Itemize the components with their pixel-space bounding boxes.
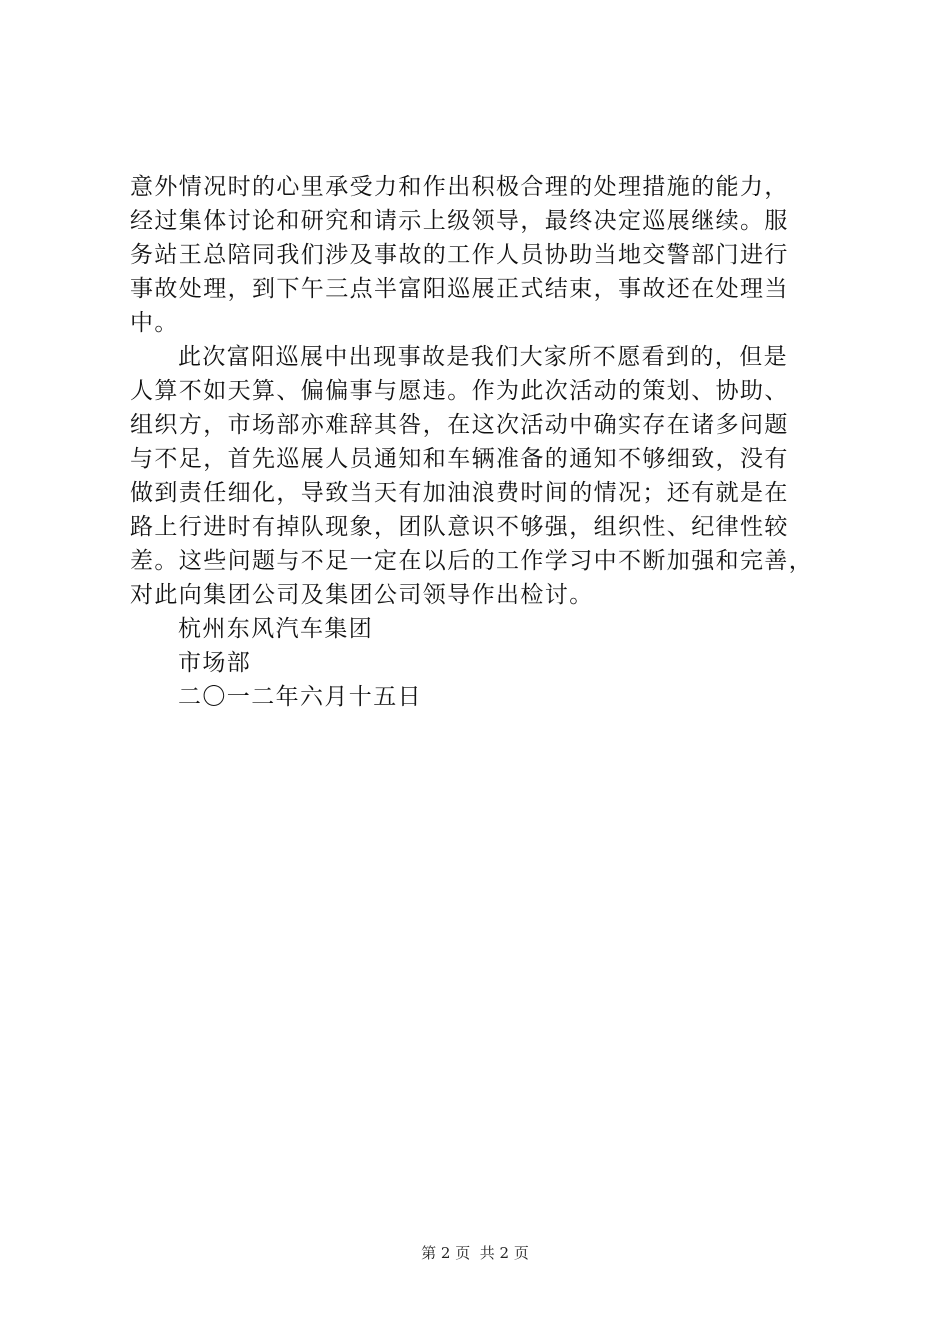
signature-date: 二〇一二年六月十五日 <box>178 684 422 710</box>
paragraph-line: 人算不如天算、偏偏事与愿违。作为此次活动的策划、协助、 <box>130 378 789 404</box>
signature-company: 杭州东风汽车集团 <box>178 616 374 642</box>
paragraph-line: 经过集体讨论和研究和请示上级领导，最终决定巡展继续。服 <box>130 208 789 234</box>
paragraph-line: 组织方，市场部亦难辞其咎，在这次活动中确实存在诸多问题 <box>130 412 789 438</box>
paragraph-line: 差。这些问题与不足一定在以后的工作学习中不断加强和完善， <box>130 548 814 574</box>
paragraph-line: 做到责任细化，导致当天有加油浪费时间的情况；还有就是在 <box>130 480 789 506</box>
paragraph-line: 事故处理，到下午三点半富阳巡展正式结束，事故还在处理当 <box>130 276 789 302</box>
signature-department: 市场部 <box>178 650 252 676</box>
paragraph-line: 此次富阳巡展中出现事故是我们大家所不愿看到的，但是 <box>178 344 788 370</box>
paragraph-line: 务站王总陪同我们涉及事故的工作人员协助当地交警部门进行 <box>130 242 789 268</box>
document-body <box>130 170 830 714</box>
paragraph-line: 意外情况时的心里承受力和作出积极合理的处理措施的能力， <box>130 174 789 200</box>
paragraph-line: 对此向集团公司及集团公司领导作出检讨。 <box>130 582 594 608</box>
page-footer <box>0 1243 950 1263</box>
paragraph-line: 与不足，首先巡展人员通知和车辆准备的通知不够细致，没有 <box>130 446 789 472</box>
page-number-label: 第 2 页 共 2 页 <box>421 1244 529 1262</box>
paragraph-line: 路上行进时有掉队现象，团队意识不够强，组织性、纪律性较 <box>130 514 789 540</box>
paragraph-line: 中。 <box>130 310 179 336</box>
